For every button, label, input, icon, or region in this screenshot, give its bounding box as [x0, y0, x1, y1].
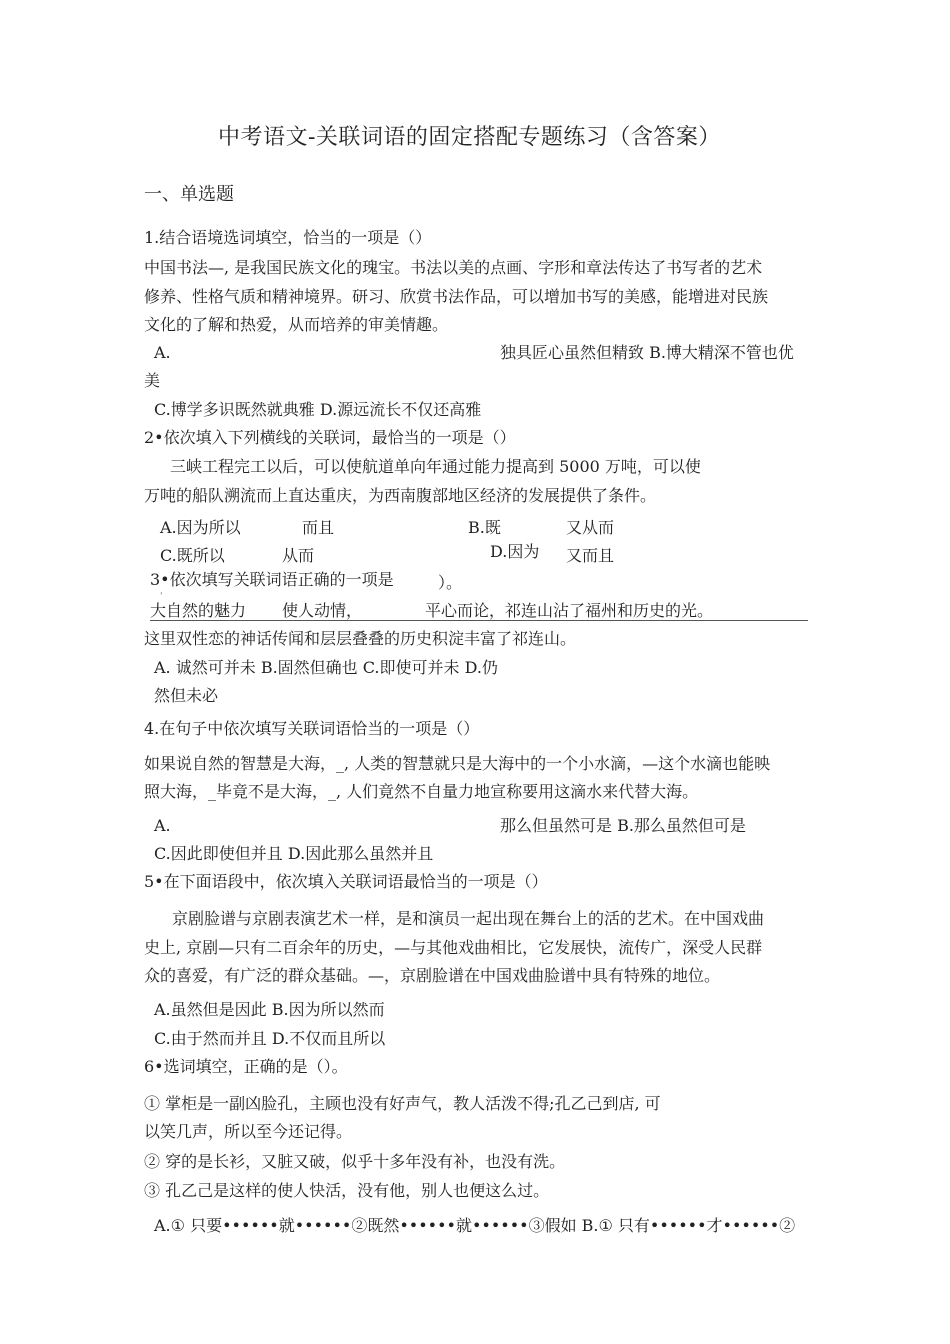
q2-option-c-part: 从而 [282, 546, 315, 565]
q3-passage-part: 使人动情， [282, 601, 363, 620]
q2-stem: 2•依次填入下列横线的关联词，最恰当的一项是（） [144, 428, 516, 447]
q1-options: C.博学多识既然就典雅 D.源远流长不仅还高雅 [154, 400, 482, 419]
q3-underline-rule [150, 620, 808, 621]
q6-sentence: ③ 孔乙己是这样的使人快活，没有他，别人也便这么过。 [144, 1181, 550, 1200]
q6-sentence: ① 掌柜是一副凶脸孔，主顾也没有好声气，教人活泼不得;孔乙己到店, 可 [144, 1094, 661, 1113]
q4-stem: 4.在句子中依次填写关联词语恰当的一项是（） [144, 719, 480, 738]
q1-options-wrap: 美 [144, 371, 161, 390]
q3-stem: 3•依次填写关联词语正确的一项是 [150, 570, 394, 589]
q5-options: C.由于然而并且 D.不仅而且所以 [154, 1029, 386, 1048]
q2-passage-line: 万吨的船队溯流而上直达重庆，为西南腹部地区经济的发展提供了条件。 [144, 486, 657, 505]
q5-passage-line: 众的喜爱，有广泛的群众基础。—，京剧脸谱在中国戏曲脸谱中具有特殊的地位。 [144, 966, 721, 985]
document-title: 中考语文-关联词语的固定搭配专题练习（含答案） [218, 125, 721, 150]
q1-option-label: A. [154, 343, 171, 362]
q3-options-wrap: 然但未必 [154, 686, 219, 705]
q6-stem: 6•选词填空，正确的是（）。 [144, 1057, 348, 1076]
q3-passage-part: 平心而论，祁连山沾了福州和历史的光。 [425, 601, 714, 620]
q2-option-d: D.因为 [490, 542, 540, 561]
q2-option-d-part: 又而且 [566, 546, 615, 565]
q4-options: C.因此即使但并且 D.因此那么虽然并且 [154, 844, 434, 863]
q4-option-label: A. [154, 816, 171, 835]
q1-options: 独具匠心虽然但精致 B.博大精深不管也优 [500, 343, 794, 362]
q5-passage-line: 史上, 京剧—只有二百余年的历史，—与其他戏曲相比，它发展快，流传广，深受人民群 [144, 938, 763, 957]
q4-passage-line: 照大海，_毕竟不是大海，_, 人们竟然不自量力地宣称要用这滴水来代替大海。 [144, 782, 699, 801]
q3-options: A. 诚然可并未 B.固然但确也 C.即使可并未 D.仍 [154, 658, 498, 677]
q3-passage-part: 大自然的魅力 [150, 601, 247, 620]
q5-passage-line: 京剧脸谱与京剧表演艺术一样，是和演员一起出现在舞台上的活的艺术。在中国戏曲 [172, 909, 765, 928]
q3-passage-line: 这里双性恋的神话传闻和层层叠叠的历史积淀丰富了祁连山。 [144, 629, 577, 648]
section-heading: 一、单选题 [144, 184, 234, 205]
q2-option-c: C.既所以 [160, 546, 225, 565]
q2-passage-line: 三峡工程完工以后，可以使航道单向年通过能力提高到 5000 万吨，可以使 [170, 457, 701, 476]
q2-option-b-part: 又从而 [566, 518, 615, 537]
q4-options: 那么但虽然可是 B.那么虽然但可是 [500, 816, 746, 835]
q4-passage-line: 如果说自然的智慧是大海，_, 人类的智慧就只是大海中的一个小水滴，—这个水滴也能映 [144, 754, 771, 773]
q1-passage-line: 中国书法—, 是我国民族文化的瑰宝。书法以美的点画、字形和章法传达了书写者的艺术 [144, 258, 763, 277]
q1-passage-line: 修养、性格气质和精神境界。研习、欣赏书法作品，可以增加书写的美感，能增进对民族 [144, 287, 769, 306]
q5-options: A.虽然但是因此 B.因为所以然而 [154, 1000, 385, 1019]
q5-stem: 5•在下面语段中，依次填入关联词语最恰当的一项是（） [144, 872, 548, 891]
q2-option-a-part: 而且 [302, 518, 335, 537]
q3-stray-mark: ' [160, 592, 163, 602]
q2-option-a: A.因为所以 [160, 518, 241, 537]
q6-options: A.① 只要••••••就••••••②既然••••••就••••••③假如 B.① 只有••••••才••••••② [154, 1216, 796, 1235]
q2-option-b: B.既 [468, 518, 501, 537]
q6-sentence: ② 穿的是长衫，又脏又破，似乎十多年没有补，也没有洗。 [144, 1152, 566, 1171]
q3-stem-end: ）。 [438, 573, 463, 592]
q6-sentence-wrap: 以笑几声，所以至今还记得。 [144, 1122, 353, 1141]
q1-passage-line: 文化的了解和热爱，从而培养的审美情趣。 [144, 315, 449, 334]
q1-stem: 1.结合语境选词填空，恰当的一项是（） [144, 228, 432, 247]
